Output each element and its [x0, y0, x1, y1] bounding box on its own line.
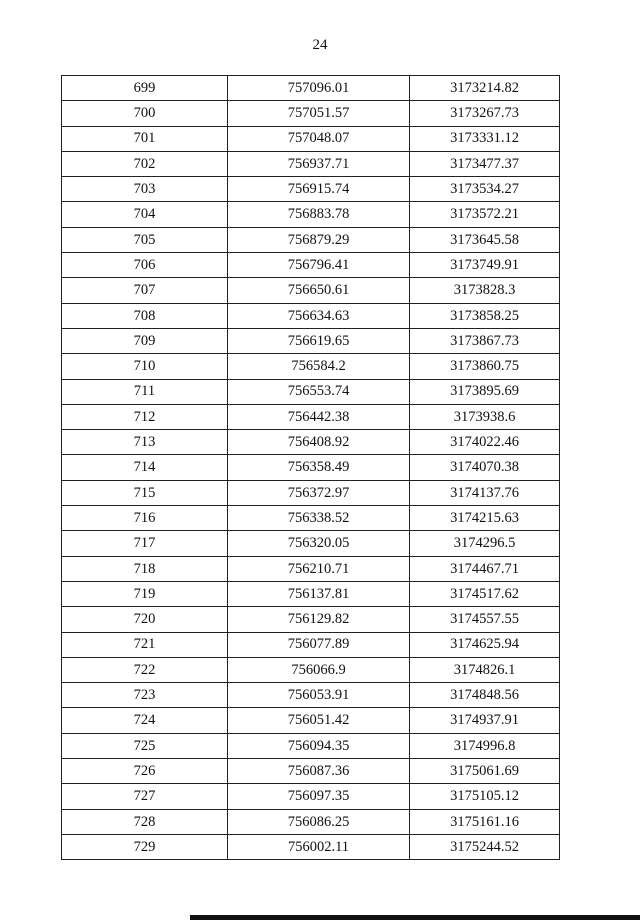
point-number-cell: 701: [62, 126, 228, 151]
table-row: [62, 531, 560, 556]
point-number-cell: 725: [62, 733, 228, 758]
table-row: [62, 227, 560, 252]
x-coordinate-cell: 756053.91: [228, 683, 410, 708]
table-row: [62, 455, 560, 480]
y-coordinate-cell: 3173214.82: [410, 76, 560, 101]
point-number-cell: 724: [62, 708, 228, 733]
table-row: [62, 253, 560, 278]
table-row: [62, 328, 560, 353]
point-number-cell: 714: [62, 455, 228, 480]
table-row: [62, 151, 560, 176]
table-row: [62, 657, 560, 682]
y-coordinate-cell: 3173867.73: [410, 328, 560, 353]
table-row: [62, 632, 560, 657]
table-row: [62, 354, 560, 379]
table-row: [62, 101, 560, 126]
x-coordinate-cell: 756553.74: [228, 379, 410, 404]
y-coordinate-cell: 3174215.63: [410, 506, 560, 531]
point-number-cell: 704: [62, 202, 228, 227]
point-number-cell: 721: [62, 632, 228, 657]
y-coordinate-cell: 3174848.56: [410, 683, 560, 708]
y-coordinate-cell: 3174517.62: [410, 581, 560, 606]
point-number-cell: 729: [62, 834, 228, 859]
point-number-cell: 715: [62, 480, 228, 505]
y-coordinate-cell: 3173267.73: [410, 101, 560, 126]
coordinate-table: [61, 75, 560, 860]
table-row: [62, 202, 560, 227]
table-row: [62, 506, 560, 531]
y-coordinate-cell: 3174296.5: [410, 531, 560, 556]
table-row: [62, 126, 560, 151]
y-coordinate-cell: 3175244.52: [410, 834, 560, 859]
point-number-cell: 718: [62, 556, 228, 581]
table-row: [62, 834, 560, 859]
y-coordinate-cell: 3174070.38: [410, 455, 560, 480]
table-row: [62, 404, 560, 429]
table-row: [62, 708, 560, 733]
point-number-cell: 705: [62, 227, 228, 252]
table-row: [62, 76, 560, 101]
point-number-cell: 717: [62, 531, 228, 556]
x-coordinate-cell: 757048.07: [228, 126, 410, 151]
x-coordinate-cell: 756338.52: [228, 506, 410, 531]
point-number-cell: 707: [62, 278, 228, 303]
y-coordinate-cell: 3174557.55: [410, 607, 560, 632]
y-coordinate-cell: 3174137.76: [410, 480, 560, 505]
point-number-cell: 703: [62, 177, 228, 202]
x-coordinate-cell: 756584.2: [228, 354, 410, 379]
x-coordinate-cell: 756879.29: [228, 227, 410, 252]
y-coordinate-cell: 3173938.6: [410, 404, 560, 429]
point-number-cell: 700: [62, 101, 228, 126]
y-coordinate-cell: 3173477.37: [410, 151, 560, 176]
table-row: [62, 278, 560, 303]
x-coordinate-cell: 756051.42: [228, 708, 410, 733]
x-coordinate-cell: 756066.9: [228, 657, 410, 682]
x-coordinate-cell: 756372.97: [228, 480, 410, 505]
point-number-cell: 699: [62, 76, 228, 101]
table-row: [62, 480, 560, 505]
y-coordinate-cell: 3174022.46: [410, 430, 560, 455]
point-number-cell: 720: [62, 607, 228, 632]
table-row: [62, 379, 560, 404]
y-coordinate-cell: 3173828.3: [410, 278, 560, 303]
y-coordinate-cell: 3175061.69: [410, 759, 560, 784]
y-coordinate-cell: 3173534.27: [410, 177, 560, 202]
x-coordinate-cell: 756210.71: [228, 556, 410, 581]
point-number-cell: 722: [62, 657, 228, 682]
x-coordinate-cell: 756408.92: [228, 430, 410, 455]
point-number-cell: 716: [62, 506, 228, 531]
point-number-cell: 723: [62, 683, 228, 708]
point-number-cell: 726: [62, 759, 228, 784]
table-row: [62, 784, 560, 809]
y-coordinate-cell: 3174625.94: [410, 632, 560, 657]
x-coordinate-cell: 756002.11: [228, 834, 410, 859]
x-coordinate-cell: 756619.65: [228, 328, 410, 353]
point-number-cell: 711: [62, 379, 228, 404]
table-row: [62, 809, 560, 834]
y-coordinate-cell: 3173572.21: [410, 202, 560, 227]
page-number: 24: [312, 37, 328, 53]
y-coordinate-cell: 3173749.91: [410, 253, 560, 278]
point-number-cell: 728: [62, 809, 228, 834]
point-number-cell: 712: [62, 404, 228, 429]
y-coordinate-cell: 3173895.69: [410, 379, 560, 404]
point-number-cell: 702: [62, 151, 228, 176]
x-coordinate-cell: 756937.71: [228, 151, 410, 176]
x-coordinate-cell: 756442.38: [228, 404, 410, 429]
point-number-cell: 709: [62, 328, 228, 353]
table-row: [62, 430, 560, 455]
x-coordinate-cell: 756915.74: [228, 177, 410, 202]
coordinate-table-body: [62, 76, 560, 860]
y-coordinate-cell: 3173858.25: [410, 303, 560, 328]
x-coordinate-cell: 756320.05: [228, 531, 410, 556]
y-coordinate-cell: 3173860.75: [410, 354, 560, 379]
y-coordinate-cell: 3174937.91: [410, 708, 560, 733]
y-coordinate-cell: 3173645.58: [410, 227, 560, 252]
y-coordinate-cell: 3173331.12: [410, 126, 560, 151]
y-coordinate-cell: 3174467.71: [410, 556, 560, 581]
x-coordinate-cell: 756650.61: [228, 278, 410, 303]
y-coordinate-cell: 3174826.1: [410, 657, 560, 682]
x-coordinate-cell: 756097.35: [228, 784, 410, 809]
point-number-cell: 713: [62, 430, 228, 455]
y-coordinate-cell: 3175105.12: [410, 784, 560, 809]
table-row: [62, 581, 560, 606]
x-coordinate-cell: 756358.49: [228, 455, 410, 480]
table-row: [62, 607, 560, 632]
point-number-cell: 708: [62, 303, 228, 328]
point-number-cell: 727: [62, 784, 228, 809]
table-row: [62, 177, 560, 202]
point-number-cell: 706: [62, 253, 228, 278]
x-coordinate-cell: 756094.35: [228, 733, 410, 758]
table-row: [62, 556, 560, 581]
x-coordinate-cell: 757096.01: [228, 76, 410, 101]
scan-edge: [190, 915, 640, 920]
x-coordinate-cell: 756087.36: [228, 759, 410, 784]
point-number-cell: 710: [62, 354, 228, 379]
y-coordinate-cell: 3175161.16: [410, 809, 560, 834]
x-coordinate-cell: 756077.89: [228, 632, 410, 657]
x-coordinate-cell: 756086.25: [228, 809, 410, 834]
x-coordinate-cell: 757051.57: [228, 101, 410, 126]
table-row: [62, 683, 560, 708]
table-row: [62, 303, 560, 328]
x-coordinate-cell: 756883.78: [228, 202, 410, 227]
x-coordinate-cell: 756137.81: [228, 581, 410, 606]
x-coordinate-cell: 756634.63: [228, 303, 410, 328]
table-row: [62, 759, 560, 784]
x-coordinate-cell: 756796.41: [228, 253, 410, 278]
y-coordinate-cell: 3174996.8: [410, 733, 560, 758]
x-coordinate-cell: 756129.82: [228, 607, 410, 632]
table-row: [62, 733, 560, 758]
point-number-cell: 719: [62, 581, 228, 606]
